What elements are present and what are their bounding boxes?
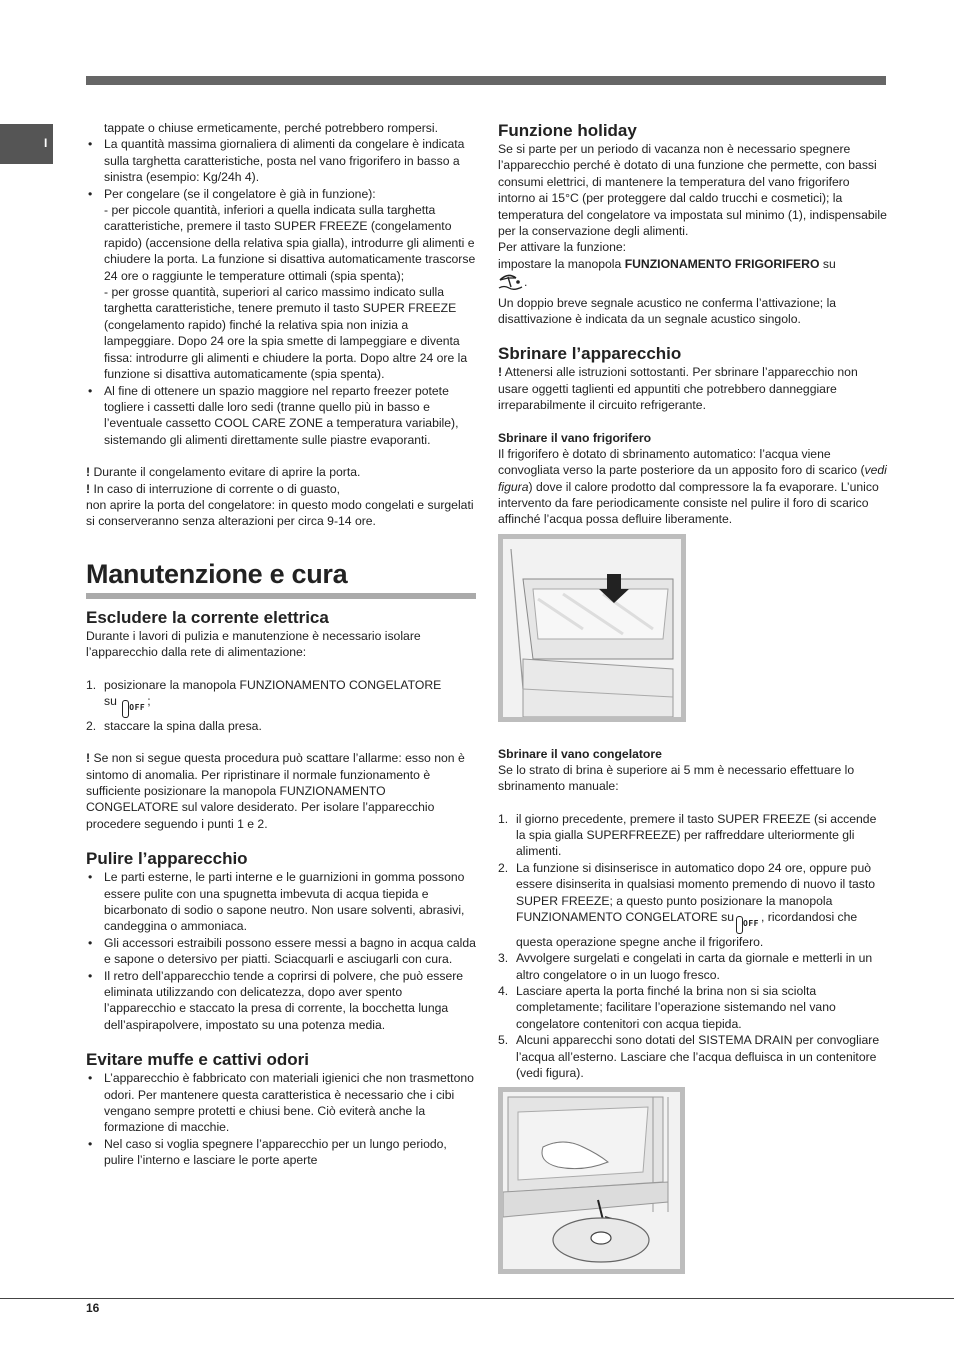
- fridge-drain-illustration: [503, 539, 681, 717]
- warning-1: ! Durante il congelamento evitare di aprire la porta.: [86, 465, 361, 480]
- header-bar: [86, 76, 886, 85]
- freeze-small-text: - per piccole quantità, inferiori a quella indicata sulla targhetta caratteristiche, premere il tasto SUPER FREEZE (congelamento rapido) (accensione della relativa spia gialla), introdurre gli alimenti e chiudere la porta. La funzione si disattiva automaticamente trascorse 24 ore o raggiunte le temperature ottimali (spia spenta);: [104, 203, 476, 283]
- section-title-holiday: Funzione holiday: [498, 121, 637, 140]
- list-item: 4. Lasciare aperta la porta finché la brina non si sia sciolta completamente; facilitare l’operazione sistemando nel vano congelatore contenitori con acqua tiepida.: [498, 983, 836, 1031]
- holiday-text: Se si parte per un periodo di vacanza non è necessario spegnere l’apparecchio perché è dotato di una funzione che permette, con bassi consumi elettrici, di mantenere la temperatura del vano frigorifero intorno ai 15°C (per proteggere dal caldo trucchi e cosmetici); la temperatura del congelatore va impostata sul minimo (1), indispensabile per la conservazione degli alimenti.: [498, 142, 887, 239]
- list-item: 2. La funzione si disinserisce in automatico dopo 24 ore, oppure può essere disinserita in qualsiasi momento premendo di nuovo il tasto SUPER FREEZE; a questo punto posizionare la manopola FUNZIONAMENTO CONGELATORE su $^{OFF}$ , ricordandosi che questa operazione spegne anche il frigorifero.: [498, 860, 876, 949]
- holiday-activate: Per attivare la funzione:: [498, 240, 627, 255]
- off-knob-icon: OFF: [736, 916, 759, 934]
- holiday-set: impostare la manopola FUNZIONAMENTO FRIGORIFERO su: [498, 256, 836, 271]
- list-item: • Per congelare (se il congelatore è già in funzione): - per piccole quantità, inferiori a quella indicata sulla targhetta caratteristiche, premere il tasto SUPER FREEZE (congelamento rapido) (accensione della relativa spia gialla), introdurre gli alimenti e chiudere la porta. La funzione si disattiva automaticamente trascorse 24 ore o raggiunte le temperature ottimali (spia spenta); - per grosse quantità, superiori al carico massimo indicato sulla targhetta caratteristiche, tenere premuto il tasto SUPER FREEZE (congelamento rapido) finché la relativa spia non inizia a lampeggiare. Dopo 24 ore la spia smette di lampeggiare e diventa fissa: introdurre gli alimenti e chiudere la porta. Dopo altre 24 ore la funzione si disattiva automaticamente (spia spenta).: [86, 186, 476, 383]
- page-title: Manutenzione e cura: [86, 558, 476, 599]
- list-item: • Nel caso si voglia spegnere l’apparecchio per un lungo periodo, pulire l’interno e lasciare le porte aperte: [86, 1136, 476, 1169]
- section-title-cleaning: Pulire l’apparecchio: [86, 849, 248, 869]
- continued-text: tappate o chiuse ermeticamente, perché potrebbero rompersi.: [104, 121, 438, 135]
- defrost-warning: ! Attenersi alle istruzioni sottostanti. Per sbrinare l’apparecchio non usare oggetti taglienti ed appuntiti che potrebbero danneggiare irreparabilmente il circuito refrigerante.: [498, 365, 858, 413]
- list-item: • Le parti esterne, le parti interne e le guarnizioni in gomma possono essere pulite con una spugnetta imbevuta di acqua tiepida e bicarbonato di sodio o sapone neutro. Non usare solventi, abrasivi, candeggina o ammoniaca.: [86, 869, 476, 935]
- list-item: 2. staccare la spina dalla presa.: [86, 718, 262, 733]
- off-knob-icon: OFF: [122, 700, 145, 718]
- left-column: [86, 120, 476, 1169]
- list-item: • L’apparecchio è fabbricato con materiali igienici che non trasmettono odori. Per mantenere questa caratteristica è necessario che i cibi vengano sempre protetti e chiusi bene. Ciò eviterà anche la formazione di macchie.: [86, 1070, 476, 1136]
- list-item: • Al fine di ottenere un spazio maggiore nel reparto freezer potete togliere i cassetti dalle loro sedi (tranne quello più in basso e l’eventuale cassetto COOL CARE ZONE a temperatura variabile), sistemando gli alimenti direttamente sulle piastre evaporanti.: [86, 383, 476, 449]
- list-item: 3. Avvolgere surgelati e congelati in carta da giornale e metterli in un altro congelatore o in un luogo fresco.: [498, 951, 873, 982]
- page-number: 16: [86, 1301, 100, 1315]
- freezer-defrost-text: Se lo strato di brina è superiore ai 5 mm è necessario effettuare lo sbrinamento manuale:: [498, 762, 855, 794]
- footer-line: [0, 1298, 954, 1299]
- warning-2: ! In caso di interruzione di corrente o di guasto,: [86, 481, 341, 496]
- subsection-title-fridge: Sbrinare il vano frigorifero: [498, 430, 652, 445]
- freeze-large-text: - per grosse quantità, superiori al carico massimo indicato sulla targhetta caratteristiche, tenere premuto il tasto SUPER FREEZE (congelamento rapido) finché la relativa spia non inizia a lampeggiare. Dopo 24 ore la spia smette di lampeggiare e diventa fissa: introdurre gli alimenti e chiudere la porta. Dopo altre 24 ore la funzione si disattiva automaticamente (spia spenta).: [104, 285, 468, 382]
- beach-umbrella-icon: [498, 272, 524, 294]
- subsection-title-freezer: Sbrinare il vano congelatore: [498, 746, 662, 761]
- list-item: 1. posizionare la manopola FUNZIONAMENTO CONGELATORE su $^{OFF}$ ;: [86, 677, 476, 718]
- section-title-power: Escludere la corrente elettrica: [86, 607, 329, 627]
- fridge-defrost-text: Il frigorifero è dotato di sbrinamento automatico: l’acqua viene convogliata verso la parte posteriore da un apposito foro di scarico (vedi figura) dove il calore prodotto dal compressore la fa evaporare. L’unico intervento da fare periodicamente consiste nel pulire il foro di scarico affinché l’acqua possa defluire liberamente.: [498, 446, 887, 527]
- cleaning-bullets: [86, 869, 476, 1033]
- fridge-drain-figure: [498, 534, 686, 722]
- list-item: 5. Alcuni apparecchi sono dotati del SISTEMA DRAIN per convogliare l’acqua all’esterno. Lasciare che l’acqua defluisca in un contenitore (vedi figura).: [498, 1033, 880, 1080]
- section-title-odors: Evitare muffe e cattivi odori: [86, 1050, 309, 1070]
- alarm-note: ! Se non si segue questa procedura può scattare l’allarme: esso non è sintomo di anomalia. Per ripristinare il normale funzionamento è sufficiente posizionare la manopola FUNZIONAMENTO CONGELATORE sul valore desiderato. Per isolare l’apparecchio procedere seguendo i punti 1 e 2.: [86, 751, 465, 831]
- language-tab: I: [0, 124, 53, 164]
- right-column: [498, 120, 888, 1274]
- drain-system-figure: [498, 1087, 685, 1274]
- section-intro: Durante i lavori di pulizia e manutenzione è necessario isolare l’apparecchio dalla rete di alimentazione:: [86, 628, 421, 660]
- warning-2-cont: non aprire la porta del congelatore: in questo modo congelati e surgelati si conserveranno senza alterazioni per circa 9-14 ore.: [86, 497, 474, 529]
- drain-system-illustration: [503, 1092, 680, 1269]
- holiday-icon-line: .: [498, 272, 888, 294]
- odor-bullets: [86, 1070, 476, 1168]
- freezing-bullets: [86, 136, 476, 448]
- list-item: • Gli accessori estraibili possono essere messi a bagno in acqua calda e sapone o detersivo per piatti. Sciacquarli e asciugarli con cura.: [86, 935, 476, 968]
- power-steps: [86, 677, 476, 735]
- list-item: • Il retro dell’apparecchio tende a coprirsi di polvere, che può essere eliminata utilizzando con delicatezza, dopo aver spento l’apparecchio e staccato la presa di corrente, la bocchetta lunga dell’aspirapolvere, impostato su una potenza media.: [86, 968, 476, 1034]
- list-item: • La quantità massima giornaliera di alimenti da congelare è indicata sulla targhetta caratteristiche, posta nel vano frigorifero in basso a sinistra (esempio: Kg/24h 4).: [86, 136, 476, 185]
- holiday-signal: Un doppio breve segnale acustico ne conferma l’attivazione; la disattivazione è indicata da un segnale acustico singolo.: [498, 295, 837, 327]
- freezer-defrost-steps: [498, 811, 888, 1082]
- list-item: 1. il giorno precedente, premere il tasto SUPER FREEZE (si accende la spia gialla SUPERFREEZE) per raffreddare ulteriormente gli alimenti.: [498, 811, 877, 859]
- section-title-defrost: Sbrinare l’apparecchio: [498, 344, 682, 364]
